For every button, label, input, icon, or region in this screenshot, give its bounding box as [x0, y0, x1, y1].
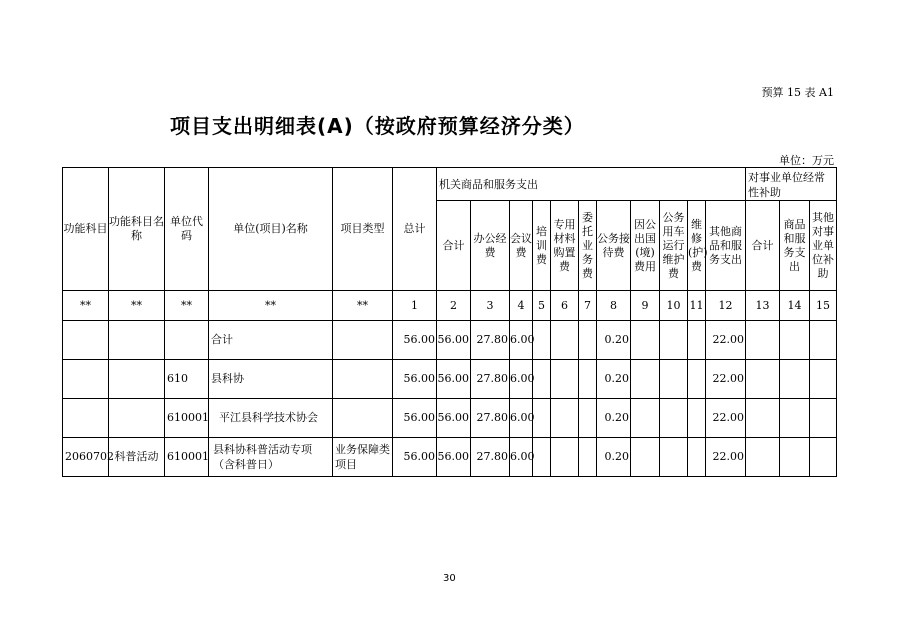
page-title: 项目支出明细表(A)（按政府预算经济分类）: [170, 114, 585, 138]
index-cell: 12: [706, 291, 746, 321]
header-group-subsidy: 对事业单位经常性补助: [746, 168, 837, 201]
table-row: [63, 321, 837, 360]
cell-other-goods: 22.00: [706, 321, 746, 360]
cell-empty: [780, 321, 810, 360]
cell-meeting: 6.00: [510, 360, 533, 399]
header-col: 合计: [437, 201, 471, 291]
index-cell: **: [63, 291, 109, 321]
cell-empty: [631, 438, 660, 477]
header-col: 其他商品和服务支出: [706, 201, 746, 291]
cell-unit-code: 610001: [165, 399, 209, 438]
cell-empty: [551, 399, 579, 438]
cell-empty: [579, 321, 597, 360]
header-unit-name: 单位(项目)名称: [209, 168, 333, 291]
cell-func-name: 科普活动: [109, 438, 165, 477]
cell-func-name: [109, 399, 165, 438]
cell-empty: [631, 399, 660, 438]
budget-table: [62, 167, 837, 477]
cell-project-type: 业务保障类项目: [333, 438, 393, 477]
cell-other-goods: 22.00: [706, 438, 746, 477]
cell-unit-code: [165, 321, 209, 360]
cell-empty: [533, 360, 551, 399]
index-cell: 7: [579, 291, 597, 321]
index-cell: 11: [688, 291, 706, 321]
cell-empty: [810, 360, 837, 399]
index-cell: **: [109, 291, 165, 321]
header-col: 其他对事业单位补助: [810, 201, 837, 291]
table-row: [63, 360, 837, 399]
cell-empty: [631, 321, 660, 360]
header-col: 商品和服务支出: [780, 201, 810, 291]
cell-empty: [746, 438, 780, 477]
cell-empty: [810, 399, 837, 438]
cell-other-goods: 22.00: [706, 360, 746, 399]
index-cell: **: [333, 291, 393, 321]
index-cell: 3: [471, 291, 510, 321]
cell-empty: [533, 321, 551, 360]
cell-reception: 0.20: [597, 360, 631, 399]
index-cell: 13: [746, 291, 780, 321]
cell-func-code: [63, 399, 109, 438]
cell-empty: [780, 438, 810, 477]
cell-empty: [810, 321, 837, 360]
cell-empty: [631, 360, 660, 399]
cell-empty: [780, 360, 810, 399]
cell-office: 27.80: [471, 438, 510, 477]
header-func-name: 功能科目名称: [109, 168, 165, 291]
index-cell: 5: [533, 291, 551, 321]
header-func-code: 功能科目: [63, 168, 109, 291]
cell-unit-name: 县科协: [209, 360, 333, 399]
cell-empty: [780, 399, 810, 438]
cell-empty: [746, 321, 780, 360]
cell-project-type: [333, 321, 393, 360]
header-col: 公务用车运行维护费: [660, 201, 688, 291]
cell-func-code: 2060702: [63, 438, 109, 477]
header-project-type: 项目类型: [333, 168, 393, 291]
index-cell: 10: [660, 291, 688, 321]
cell-goods-total: 56.00: [437, 360, 471, 399]
cell-empty: [533, 438, 551, 477]
cell-empty: [579, 360, 597, 399]
index-cell: 2: [437, 291, 471, 321]
cell-total: 56.00: [393, 321, 437, 360]
index-cell: **: [165, 291, 209, 321]
header-unit-code: 单位代码: [165, 168, 209, 291]
cell-unit-code: 610001: [165, 438, 209, 477]
cell-empty: [810, 438, 837, 477]
cell-empty: [579, 399, 597, 438]
cell-total: 56.00: [393, 438, 437, 477]
header-group-goods: 机关商品和服务支出: [437, 168, 746, 201]
cell-func-name: [109, 360, 165, 399]
cell-total: 56.00: [393, 399, 437, 438]
cell-reception: 0.20: [597, 399, 631, 438]
cell-total: 56.00: [393, 360, 437, 399]
header-col: 公务接待费: [597, 201, 631, 291]
cell-empty: [533, 399, 551, 438]
header-total: 总计: [393, 168, 437, 291]
cell-unit-name: 合计: [209, 321, 333, 360]
index-cell: 9: [631, 291, 660, 321]
cell-empty: [660, 438, 688, 477]
cell-func-code: [63, 360, 109, 399]
header-col: 合计: [746, 201, 780, 291]
cell-goods-total: 56.00: [437, 321, 471, 360]
header-col: 办公经费: [471, 201, 510, 291]
cell-meeting: 6.00: [510, 399, 533, 438]
cell-empty: [688, 321, 706, 360]
cell-empty: [688, 438, 706, 477]
cell-office: 27.80: [471, 399, 510, 438]
header-col: 专用材料购置费: [551, 201, 579, 291]
cell-empty: [660, 399, 688, 438]
cell-unit-name: 平江县科学技术协会: [209, 399, 333, 438]
cell-goods-total: 56.00: [437, 399, 471, 438]
cell-empty: [688, 360, 706, 399]
cell-reception: 0.20: [597, 321, 631, 360]
index-cell: 15: [810, 291, 837, 321]
index-cell: 6: [551, 291, 579, 321]
cell-empty: [660, 360, 688, 399]
cell-empty: [551, 321, 579, 360]
cell-project-type: [333, 399, 393, 438]
cell-meeting: 6.00: [510, 438, 533, 477]
cell-unit-code: 610: [165, 360, 209, 399]
form-number: 预算 15 表 A1: [761, 86, 834, 99]
cell-other-goods: 22.00: [706, 399, 746, 438]
header-col: 维修(护)费: [688, 201, 706, 291]
cell-goods-total: 56.00: [437, 438, 471, 477]
cell-empty: [746, 360, 780, 399]
cell-empty: [660, 321, 688, 360]
cell-empty: [688, 399, 706, 438]
cell-empty: [551, 360, 579, 399]
header-col: 委托业务费: [579, 201, 597, 291]
index-cell: 8: [597, 291, 631, 321]
index-cell: **: [209, 291, 333, 321]
cell-office: 27.80: [471, 360, 510, 399]
cell-func-name: [109, 321, 165, 360]
index-cell: 1: [393, 291, 437, 321]
cell-func-code: [63, 321, 109, 360]
cell-empty: [551, 438, 579, 477]
header-col: 因公出国(境)费用: [631, 201, 660, 291]
table-row: [63, 399, 837, 438]
unit-label: 单位：万元: [779, 154, 834, 167]
cell-office: 27.80: [471, 321, 510, 360]
cell-empty: [746, 399, 780, 438]
table-row: [63, 438, 837, 477]
cell-meeting: 6.00: [510, 321, 533, 360]
index-cell: 14: [780, 291, 810, 321]
cell-reception: 0.20: [597, 438, 631, 477]
header-col: 会议费: [510, 201, 533, 291]
index-cell: 4: [510, 291, 533, 321]
header-col: 培训费: [533, 201, 551, 291]
cell-project-type: [333, 360, 393, 399]
page-number: 30: [443, 573, 456, 584]
cell-empty: [579, 438, 597, 477]
cell-unit-name: 县科协科普活动专项（含科普日）: [209, 438, 333, 477]
